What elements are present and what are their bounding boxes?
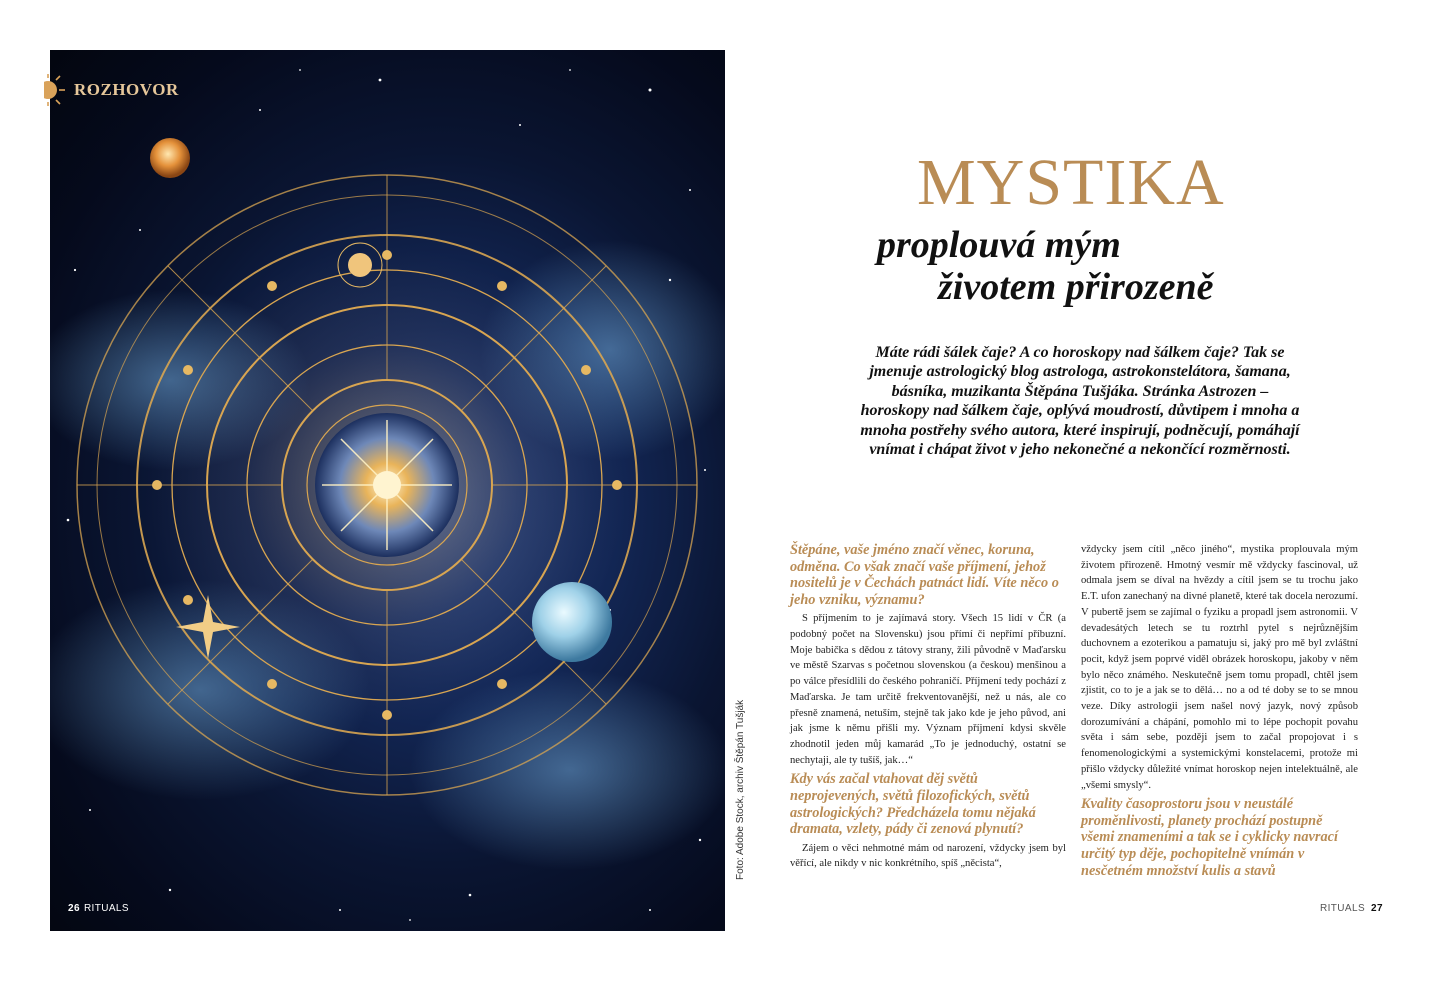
moon-planet [532,582,612,662]
magazine-name: RITUALS [1320,903,1366,914]
sun-planet [150,138,190,178]
photo-credit: Foto: Adobe Stock, archiv Štěpán Tušják [735,699,746,880]
page-number-right [1320,903,1383,914]
interview-question: Štěpáne, vaše jméno značí věnec, koruna, odměna. Co však značí vaše příjmení, jehož nositelů je v Čechách patnáct lidí. Víte něco o jeho vzniku, významu? [790,542,1059,608]
sun-emblem-icon [44,72,70,108]
magazine-name: RITUALS [83,903,129,914]
interview-answer-continued: vždycky jsem cítil „něco jiného“, mystika proplouvala mým životem přirozeně. Hmotný vesmír mě vždycky fascinoval, už odmala jsem se díval na hvězdy a cítil jsem se tu trochu jako E.T. ufon zanechaný na divné planetě, které tak docela nerozumí. V pubertě jsem se zajímal o fyziku a propadl jsem astronomii. V devadesátých letech se tu roztrhl pytel s nejrůznějším duchovnem a ezoterikou a pamatuju si, jaký pro mě byl zvláštní pocit, když jsem poprvé viděl obrázek horoskopu, jakoby v něm bylo něco známého. Neskutečně jsem tomu propadl, chtěl jsem zjistit, co to je a jak se to dělá… no a od té doby se to se mnou veze. Díky astrologii jsem našel nový jazyk, nový způsob dorozumívání a chápání, pomohlo mi to lépe pochopit povahu světa i sám sebe, později jsem to začal propojovat i s fenomenologickými a systemickými konstelacemi, protože mi přišlo vždycky důležité vnímat horoskop nejen intelektuálně, ale „všemi smysly“. [1081,544,1358,791]
text-column-2 [1081,542,1358,882]
article-subtitle-line2: životem přirozeně [938,266,1214,308]
text-column-1 [790,542,1066,872]
interview-question: Kvality časoprostoru jsou v neustálé proměnlivosti, planety prochází postupně všemi znameními a tak se i cyklicky navrací určitý typ děje, pochopitelně vnímán v nesčetném množství kulis a stavů [1081,796,1338,879]
interview-question: Kdy vás začal vtahovat děj světů neprojevených, světů filozofických, světů astrologických? Předcházela tomu nějaká dramata, vzlety, pády či zenová plynutí? [790,771,1036,838]
page-number: 26 [68,903,80,914]
page-number-left [68,903,129,914]
article-lead: Máte rádi šálek čaje? A co horoskopy nad šálkem čaje? Tak se jmenuje astrologický blog astrologa, astrokonstelátora, šamana, básníka, muzikanta Štěpána Tušjáka. Stránka Astrozen – horoskopy nad šálkem čaje, oplývá moudrostí, důvtipem i mnoha a mnoha postřehy svého autora, které inspirují, podněcují, pomáhají vnímat i chápat život v jeho nekonečné a nekončící rozměrnosti. [860,344,1300,459]
zodiac-wheel-illustration [50,50,725,931]
article-subtitle-line1: proplouvá mým [877,224,1121,266]
article-title: MYSTIKA [917,146,1225,219]
section-label: ROZHOVOR [74,80,179,99]
interview-answer: S příjmením to je zajímavá story. Všech 15 lidí v ČR (a podobný počet na Slovensku) jsou přímí či nepřímí příbuzní. Moje babička s dědou z tátovy strany, žili původně v Maďarsku ve městě Szarvas s početnou slovenskou (a českou) menšinou a po válce přesídlili do českého pohraničí. Příjmení tedy pochází z Maďarska. Je tam určitě frekventovanější, než u nás, ale co přesně znamená, netuším, stejně tak jako kde je jeho původ, ani jak jsme k němu přišli my. Význam příjmení kdysi skvěle zhodnotil jeden můj kamarád „To je jednoduchý, ostatní se nechytaji, ale ty tušíš, jak…“ [790,613,1066,766]
interview-answer: Zájem o věci nehmotné mám od narození, vždycky jsem byl věřící, ale nikdy v nic konkrétního, spíš „něcista“, [790,842,1066,870]
page-number: 27 [1371,903,1383,914]
zodiac-wheel-photo [50,50,725,931]
